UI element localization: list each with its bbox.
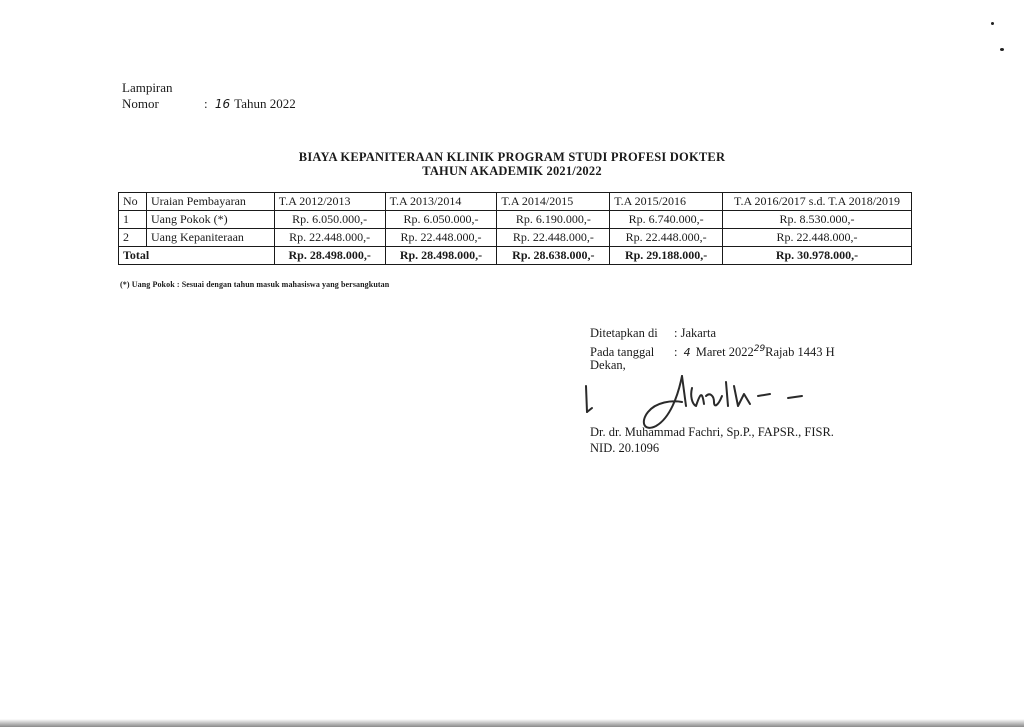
table-cell: Rp. 6.190.000,-	[497, 211, 610, 229]
title-line-2: TAHUN AKADEMIK 2021/2022	[422, 164, 602, 178]
place-label: Ditetapkan di	[590, 326, 658, 340]
signatory-name: Dr. dr. Muhammad Fachri, Sp.P., FAPSR., FISR.	[590, 425, 834, 439]
table-cell: Uang Kepaniteraan	[146, 229, 274, 247]
date-line	[590, 342, 835, 360]
table-cell: Rp. 6.740.000,-	[610, 211, 723, 229]
table-cell: Uang Pokok (*)	[146, 211, 274, 229]
hijri-month-year: Rajab 1443 H	[765, 345, 835, 360]
date-month-year: Maret 2022	[695, 345, 754, 360]
table-cell: Rp. 22.448.000,-	[385, 229, 497, 247]
date-sep: :	[674, 345, 678, 360]
signatory-nid: NID. 20.1096	[590, 441, 660, 455]
table-cell: Rp. 8.530.000,-	[723, 211, 912, 229]
lampiran-label: Lampiran	[122, 80, 173, 95]
document-title	[200, 150, 824, 178]
header-cell: T.A 2012/2013	[274, 193, 385, 211]
total-cell: Rp. 29.188.000,-	[610, 247, 723, 265]
nomor-line	[122, 96, 296, 112]
total-cell: Rp. 28.638.000,-	[497, 247, 610, 265]
table-cell: 1	[119, 211, 147, 229]
role: Dekan,	[590, 358, 626, 372]
hijri-day-handwritten: 29	[753, 344, 766, 354]
header-cell: T.A 2014/2015	[497, 193, 610, 211]
scan-edge	[0, 719, 1024, 727]
table-cell: Rp. 22.448.000,-	[497, 229, 610, 247]
total-cell: Rp. 30.978.000,-	[723, 247, 912, 265]
header-cell: No	[119, 193, 147, 211]
date-label: Pada tanggal	[590, 345, 655, 360]
lampiran-line	[122, 80, 173, 96]
table-row	[119, 229, 912, 247]
table-total-row	[119, 247, 912, 265]
total-cell: Rp. 28.498.000,-	[385, 247, 497, 265]
footnote: (*) Uang Pokok : Sesuai dengan tahun masuk mahasiswa yang bersangkutan	[120, 280, 390, 289]
fee-table	[118, 192, 912, 265]
header-cell: T.A 2013/2014	[385, 193, 497, 211]
place-line	[590, 326, 716, 341]
nomor-sep: :	[204, 96, 208, 111]
table-cell: Rp. 6.050.000,-	[385, 211, 497, 229]
table-cell: 2	[119, 229, 147, 247]
table-cell: Rp. 22.448.000,-	[723, 229, 912, 247]
table-cell: Rp. 22.448.000,-	[610, 229, 723, 247]
scan-speck	[991, 22, 994, 25]
place-value: : Jakarta	[674, 326, 716, 340]
table-cell: Rp. 22.448.000,-	[274, 229, 385, 247]
nomor-suffix: Tahun 2022	[234, 96, 296, 111]
total-label: Total	[119, 247, 275, 265]
header-cell: Uraian Pembayaran	[146, 193, 274, 211]
title-line-1: BIAYA KEPANITERAAN KLINIK PROGRAM STUDI PROFESI DOKTER	[298, 150, 726, 164]
header-cell: T.A 2016/2017 s.d. T.A 2018/2019	[723, 193, 912, 211]
header-cell: T.A 2015/2016	[610, 193, 723, 211]
date-day-handwritten: 4	[683, 346, 691, 360]
scan-speck	[1000, 48, 1004, 51]
nomor-label: Nomor	[122, 96, 159, 111]
table-cell: Rp. 6.050.000,-	[274, 211, 385, 229]
nomor-handwritten: 16	[214, 97, 231, 111]
table-header-row	[119, 193, 912, 211]
table-row	[119, 211, 912, 229]
total-cell: Rp. 28.498.000,-	[274, 247, 385, 265]
